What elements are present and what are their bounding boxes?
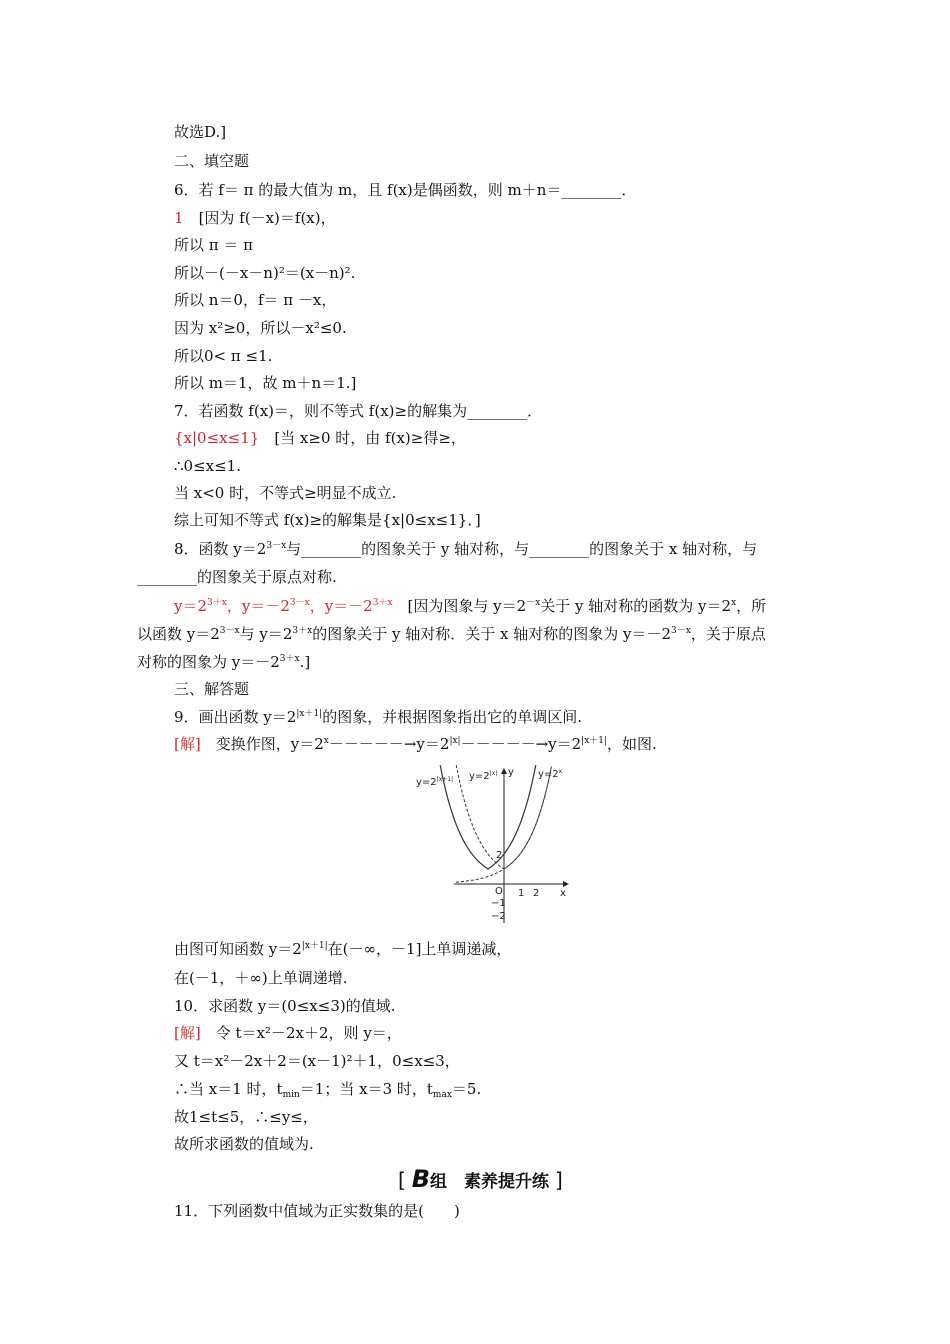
curve3-label: $y=2^x$ bbox=[538, 768, 563, 780]
answer-value: 1 bbox=[174, 209, 184, 227]
group-b-header: [ B组 素养提升练 ] bbox=[398, 1165, 563, 1193]
curve2-label: $y=2^{|x|}$ bbox=[469, 770, 498, 782]
text-line: 综上可知不等式 f(x)≥的解集是{x|0≤x≤1}．] bbox=[174, 511, 481, 529]
text-line: ∴0≤x≤1. bbox=[174, 457, 241, 475]
text-line: 所以 m＝1，故 m＋n＝1.] bbox=[174, 374, 357, 392]
x-tick-1: 1 bbox=[518, 888, 525, 899]
text-line: 故所求函数的值域为. bbox=[174, 1135, 314, 1153]
text-line: 由图可知函数 $y=2^{|x+1|}$在(－∞，－1]上单调递减， bbox=[174, 940, 512, 958]
y-axis-label: y bbox=[508, 767, 514, 778]
question-6: 6．若 f＝ π 的最大值为 m，且 f(x)是偶函数，则 m＋n＝________． bbox=[174, 181, 637, 199]
question-8: 8．函数 $y=2^{3-x}$与________的图象关于 y 轴对称，与________的图象关于 x 轴对称，与 bbox=[174, 540, 758, 558]
question-11: 11．下列函数中值域为正实数集的是( ) bbox=[174, 1202, 460, 1220]
text-line: 所以 π ＝ π bbox=[174, 236, 254, 254]
text-line: 所以0< π ≤1. bbox=[174, 347, 273, 365]
curve1-label: $y=2^{|x+1|}$ bbox=[416, 776, 454, 788]
text-line: 又 t＝x²－2x＋2＝(x－1)²＋1，0≤x≤3， bbox=[174, 1052, 460, 1070]
question-9: 9．画出函数 $y=2^{|x+1|}$的图象，并根据图象指出它的单调区间. bbox=[174, 708, 582, 726]
section-heading: 二、填空题 bbox=[174, 152, 250, 170]
text-line: 故选D.] bbox=[174, 123, 227, 141]
text-line: 所以－(－x－n)²＝(x－n)². bbox=[174, 264, 356, 282]
solution-tag: [解] bbox=[174, 1024, 201, 1042]
section-heading: 三、解答题 bbox=[174, 680, 250, 698]
function-graph bbox=[414, 763, 574, 925]
y-tick-2: 2 bbox=[496, 850, 503, 861]
text-line: 所以 n＝0，f＝ π －x， bbox=[174, 291, 337, 309]
solution-tag: [解] bbox=[174, 735, 201, 753]
text-line: 对称的图象为 $y=-2^{3+x}$.] bbox=[137, 653, 311, 671]
group-letter: B bbox=[411, 1165, 431, 1193]
question-7: 7．若函数 f(x)＝，则不等式 f(x)≥的解集为________． bbox=[174, 402, 543, 420]
question-10: 10．求函数 y＝(0≤x≤3)的值域. bbox=[174, 997, 396, 1015]
answer-line: 1 [因为 f(－x)＝f(x)， bbox=[174, 209, 336, 227]
text-line: 当 x<0 时，不等式≥明显不成立. bbox=[174, 484, 397, 502]
solution-line: [解] 变换作图，$y=2^x-----\to y=2^{|x|}-----\to y=2^{|x+1|}$，如图. bbox=[174, 735, 657, 753]
answer-line: $y=2^{3+x}$，$y=-2^{3-x}$，$y=-2^{3+x}$ [因为图象与 $y=2^{-x}$关于 y 轴对称的函数为 $y=2^x$，所 bbox=[174, 597, 767, 615]
text-line: 因为 x²≥0，所以－x²≤0. bbox=[174, 319, 347, 337]
y-tick-minus-1: −1 bbox=[491, 898, 506, 909]
text-line: 在(－1，＋∞)上单调递增. bbox=[174, 969, 348, 987]
solution-line: [解] 令 t＝x²－2x＋2，则 y＝， bbox=[174, 1024, 402, 1042]
x-axis-label: x bbox=[560, 888, 566, 899]
text-line: 以函数 $y=2^{3-x}$与 $y=2^{3+x}$的图象关于 y 轴对称．关于 x 轴对称的图象为 $y=-2^{3-x}$，关于原点 bbox=[137, 625, 766, 643]
x-tick-2: 2 bbox=[533, 888, 540, 899]
text-line: ________的图象关于原点对称. bbox=[137, 568, 337, 586]
answer-value: {x|0≤x≤1} bbox=[174, 429, 260, 447]
y-tick-minus-2: −2 bbox=[491, 911, 506, 922]
answer-value: $y=2^{3+x}$，$y=-2^{3-x}$，$y=-2^{3+x}$ bbox=[174, 597, 393, 615]
text-line: 故1≤t≤5，∴≤y≤， bbox=[174, 1108, 318, 1126]
text-line: ∴当 x＝1 时，$t_{min}=1$；当 x＝3 时，$t_{max}=5$. bbox=[174, 1080, 482, 1100]
origin-label: O bbox=[495, 886, 503, 897]
answer-line: {x|0≤x≤1} [当 x≥0 时，由 f(x)≥得≥， bbox=[174, 429, 466, 447]
